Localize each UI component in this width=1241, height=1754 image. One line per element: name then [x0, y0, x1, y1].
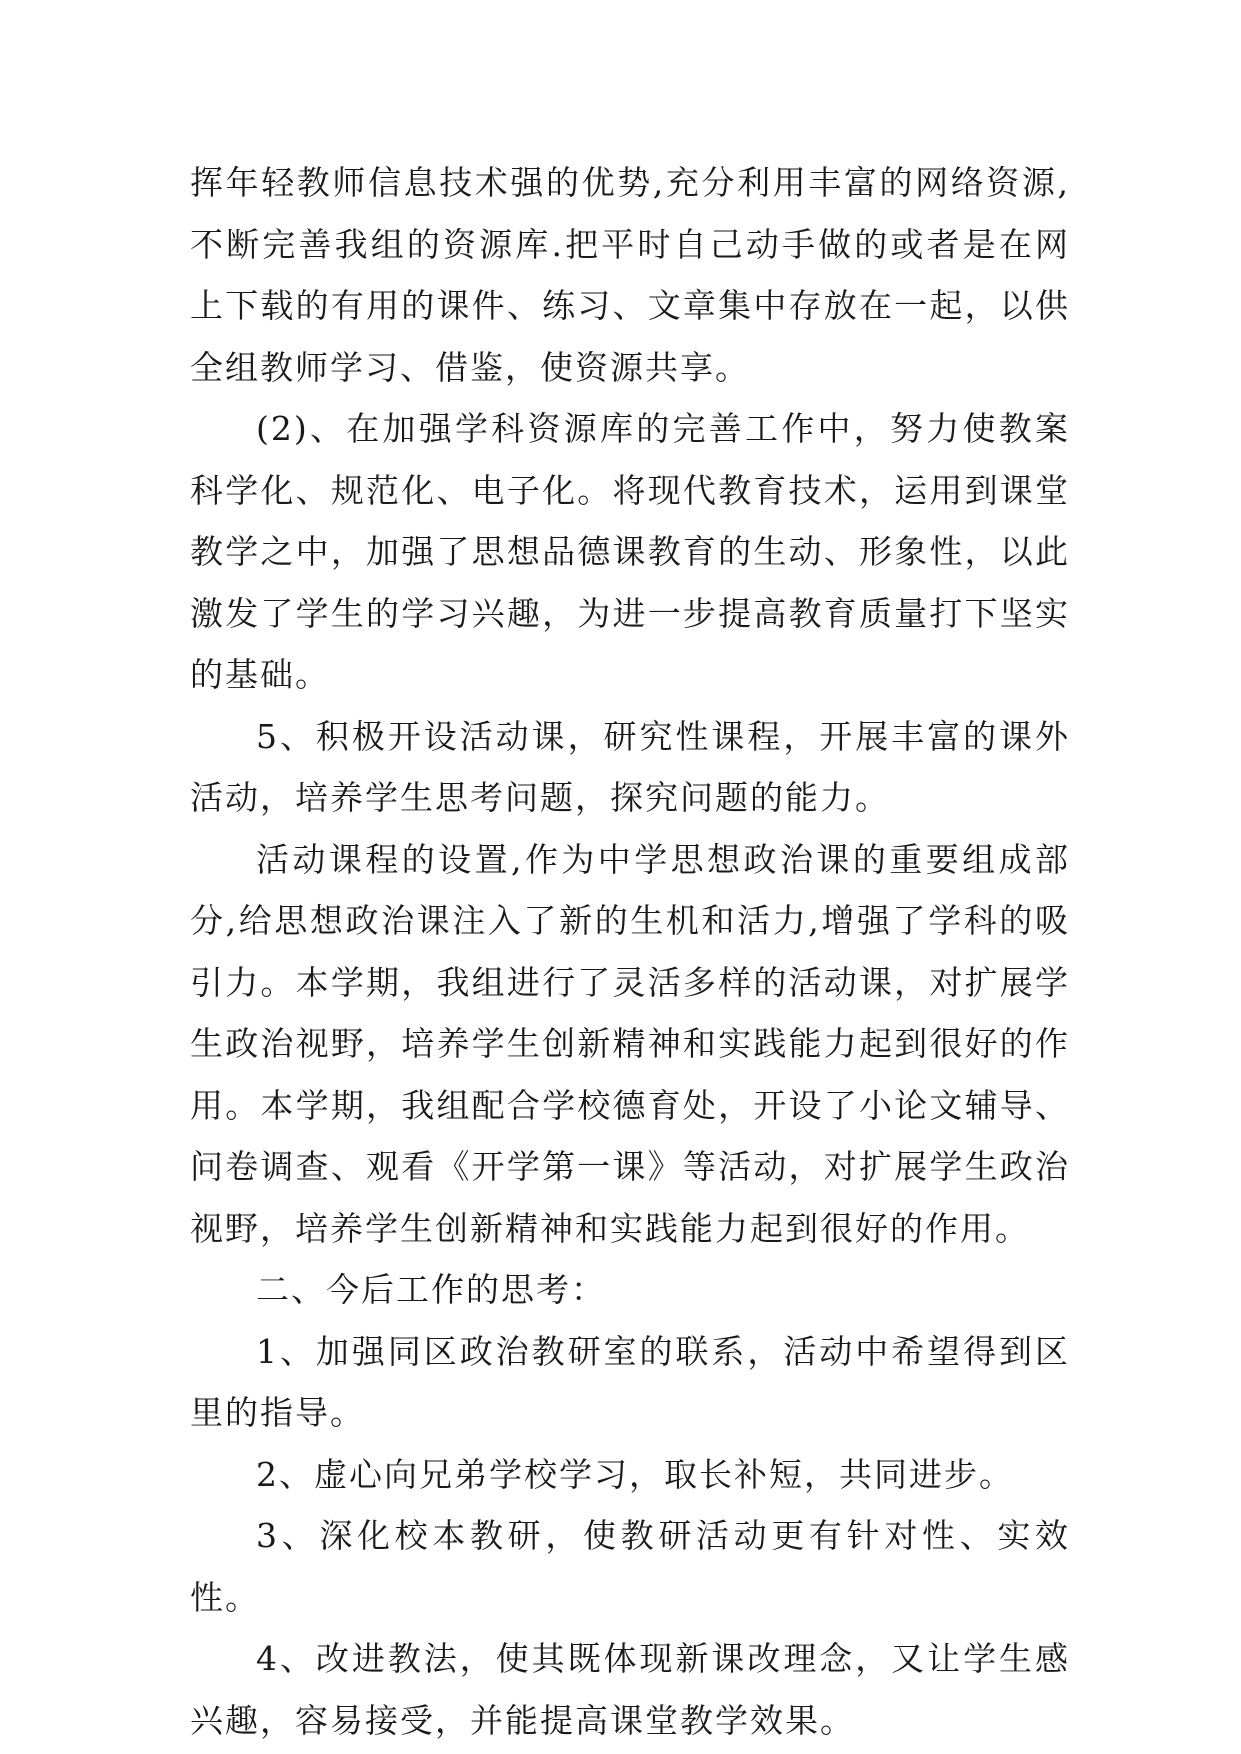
paragraph-item-5: 5、积极开设活动课，研究性课程，开展丰富的课外活动，培养学生思考问题，探究问题的能力。	[190, 716, 1070, 817]
paragraph-future-3: 3、深化校本教研，使教研活动更有针对性、实效性。	[190, 1516, 1070, 1617]
paragraph-future-2: 2、虚心向兄弟学校学习，取长补短，共同进步。	[256, 1454, 1014, 1494]
paragraph-future-4: 4、改进教法，使其既体现新课改理念，又让学生感兴趣，容易接受，并能提高课堂教学效果。	[190, 1639, 1070, 1740]
section-heading-future-thoughts: 二、今后工作的思考：	[256, 1270, 606, 1309]
paragraph-item-2: (2)、在加强学科资源库的完善工作中，努力使教案科学化、规范化、电子化。将现代教育技术，运用到课堂教学之中，加强了思想品德课教育的生动、形象性，以此激发了学生的学习兴趣，为进一步提高教育质量打下坚实的基础。	[190, 409, 1070, 694]
document-body	[190, 152, 1070, 1751]
paragraph-resource-library-continued: 挥年轻教师信息技术强的优势,充分利用丰富的网络资源,不断完善我组的资源库.把平时自己动手做的或者是在网上下载的有用的课件、练习、文章集中存放在一起，以供全组教师学习、借鉴，使资源共享。	[190, 163, 1070, 387]
paragraph-future-1: 1、加强同区政治教研室的联系，活动中希望得到区里的指导。	[190, 1331, 1070, 1432]
paragraph-activity-course: 活动课程的设置,作为中学思想政治课的重要组成部分,给思想政治课注入了新的生机和活力,增强了学科的吸引力。本学期，我组进行了灵活多样的活动课，对扩展学生政治视野，培养学生创新精神和实践能力起到很好的作用。本学期，我组配合学校德育处，开设了小论文辅导、问卷调查、观看《开学第一课》等活动，对扩展学生政治视野，培养学生创新精神和实践能力起到很好的作用。	[190, 839, 1070, 1248]
